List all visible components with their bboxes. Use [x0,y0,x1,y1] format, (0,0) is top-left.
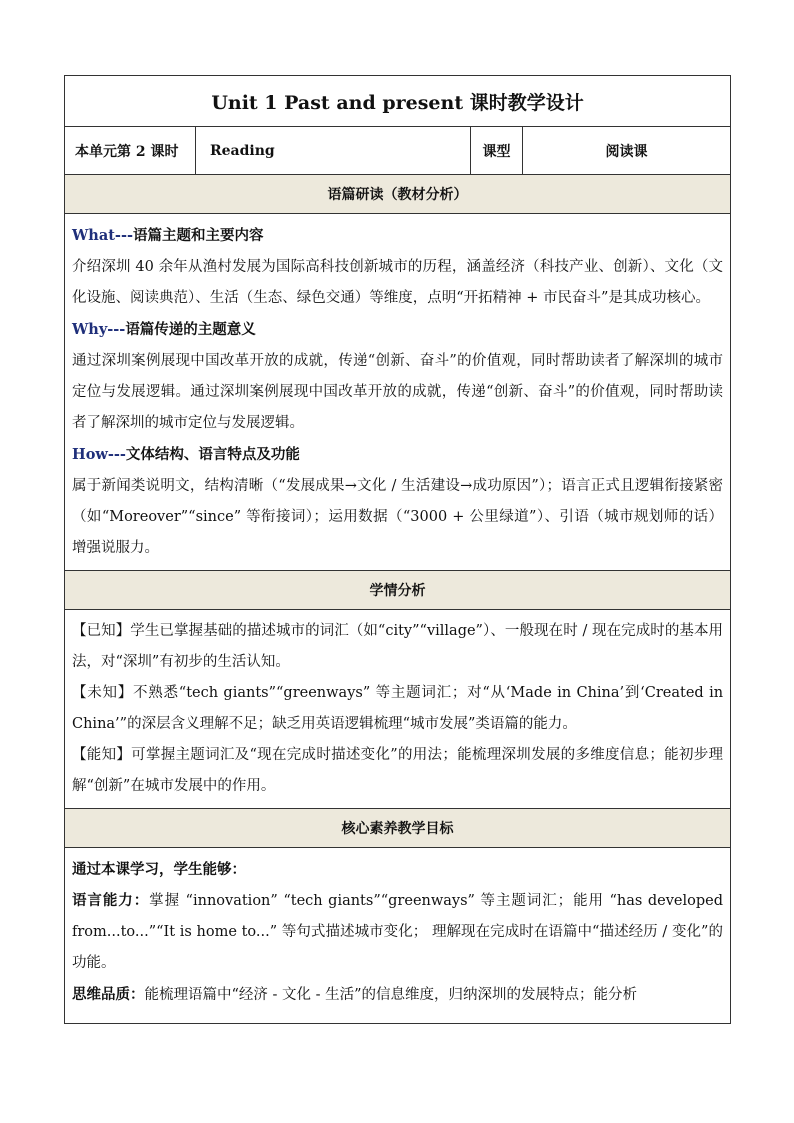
goals-clip [72,854,723,1017]
able-label: 【能知】 [72,747,132,763]
why-label: Why--- [72,321,126,338]
what-label: What--- [72,227,133,244]
what-heading-text: 语篇主题和主要内容 [132,227,264,244]
lesson-type-value: 阅读课 [523,127,731,175]
lesson-content-cell: Reading [196,127,471,175]
text-analysis-content [65,214,731,571]
how-heading [72,439,723,471]
language-goal-label: 语言能力： [72,892,150,909]
lesson-design-table [64,75,731,1024]
goals-content [65,848,731,1024]
known-label: 【已知】 [72,623,131,639]
thinking-goal-body: 能梳理语篇中“经济 - 文化 - 生活”的信息维度，归纳深圳的发展特点；能分析 [144,987,638,1003]
why-heading [72,314,723,346]
language-goal-body: 掌握 “innovation” “tech giants”“greenways” 等主题词汇；能用 “has developed from...to...”“It is home to...” 等句式描述城市变化； 理解现在完成时在语篇中“描述经历 / 变化”的功能。 [72,893,724,971]
thinking-goal-label: 思维品质： [72,986,145,1003]
what-body: 介绍深圳 40 余年从渔村发展为国际高科技创新城市的历程，涵盖经济（科技产业、创新）、文化（文化设施、阅读典范）、生活（生态、绿色交通）等维度，点明“开拓精神 + 市民奋斗”是其成功核心。 [72,259,724,306]
thinking-goal [72,979,723,1011]
known-body: 学生已掌握基础的描述城市的词汇（如“city”“village”）、一般现在时 / 现在完成时的基本用法，对“深圳”有初步的生活认知。 [72,623,724,670]
student-analysis-content [65,610,731,809]
unknown-label: 【未知】 [72,685,134,701]
unknown-body: 不熟悉“tech giants”“greenways” 等主题词汇；对“从‘Made in China’到‘Created in China’”的深层含义理解不足；缺乏用英语逻辑梳理“城市发展”类语篇的能力。 [72,685,724,732]
lesson-number-cell: 本单元第 2 课时 [65,127,196,175]
how-label: How--- [72,446,126,463]
able-paragraph [72,740,723,802]
able-body: 可掌握主题词汇及“现在完成时描述变化”的用法；能梳理深圳发展的多维度信息；能初步理解“创新”在城市发展中的作用。 [72,747,724,794]
lesson-type-label: 课型 [471,127,523,175]
why-body: 通过深圳案例展现中国改革开放的成就，传递“创新、奋斗”的价值观，同时帮助读者了解深圳的城市定位与发展逻辑。通过深圳案例展现中国改革开放的成就，传递“创新、奋斗”的价值观，同时帮助读者了解深圳的城市定位与发展逻辑。 [72,353,724,431]
how-body: 属于新闻类说明文，结构清晰（“发展成果→文化 / 生活建设→成功原因”）；语言正式且逻辑衔接紧密（如“Moreover”“since” 等衔接词）；运用数据（“3000 + 公里绿道”）、引语（城市规划师的话）增强说服力。 [72,478,724,556]
goals-header: 核心素养教学目标 [65,809,731,848]
language-goal [72,885,723,979]
goals-intro: 通过本课学习，学生能够： [72,861,246,878]
student-analysis-header: 学情分析 [65,571,731,610]
how-heading-text: 文体结构、语言特点及功能 [125,446,300,463]
unknown-paragraph [72,678,723,740]
text-analysis-header: 语篇研读（教材分析） [65,175,731,214]
known-paragraph [72,616,723,678]
document-title: Unit 1 Past and present 课时教学设计 [65,76,731,127]
why-heading-text: 语篇传递的主题意义 [125,321,256,338]
what-heading [72,220,723,252]
meta-row [65,127,731,175]
